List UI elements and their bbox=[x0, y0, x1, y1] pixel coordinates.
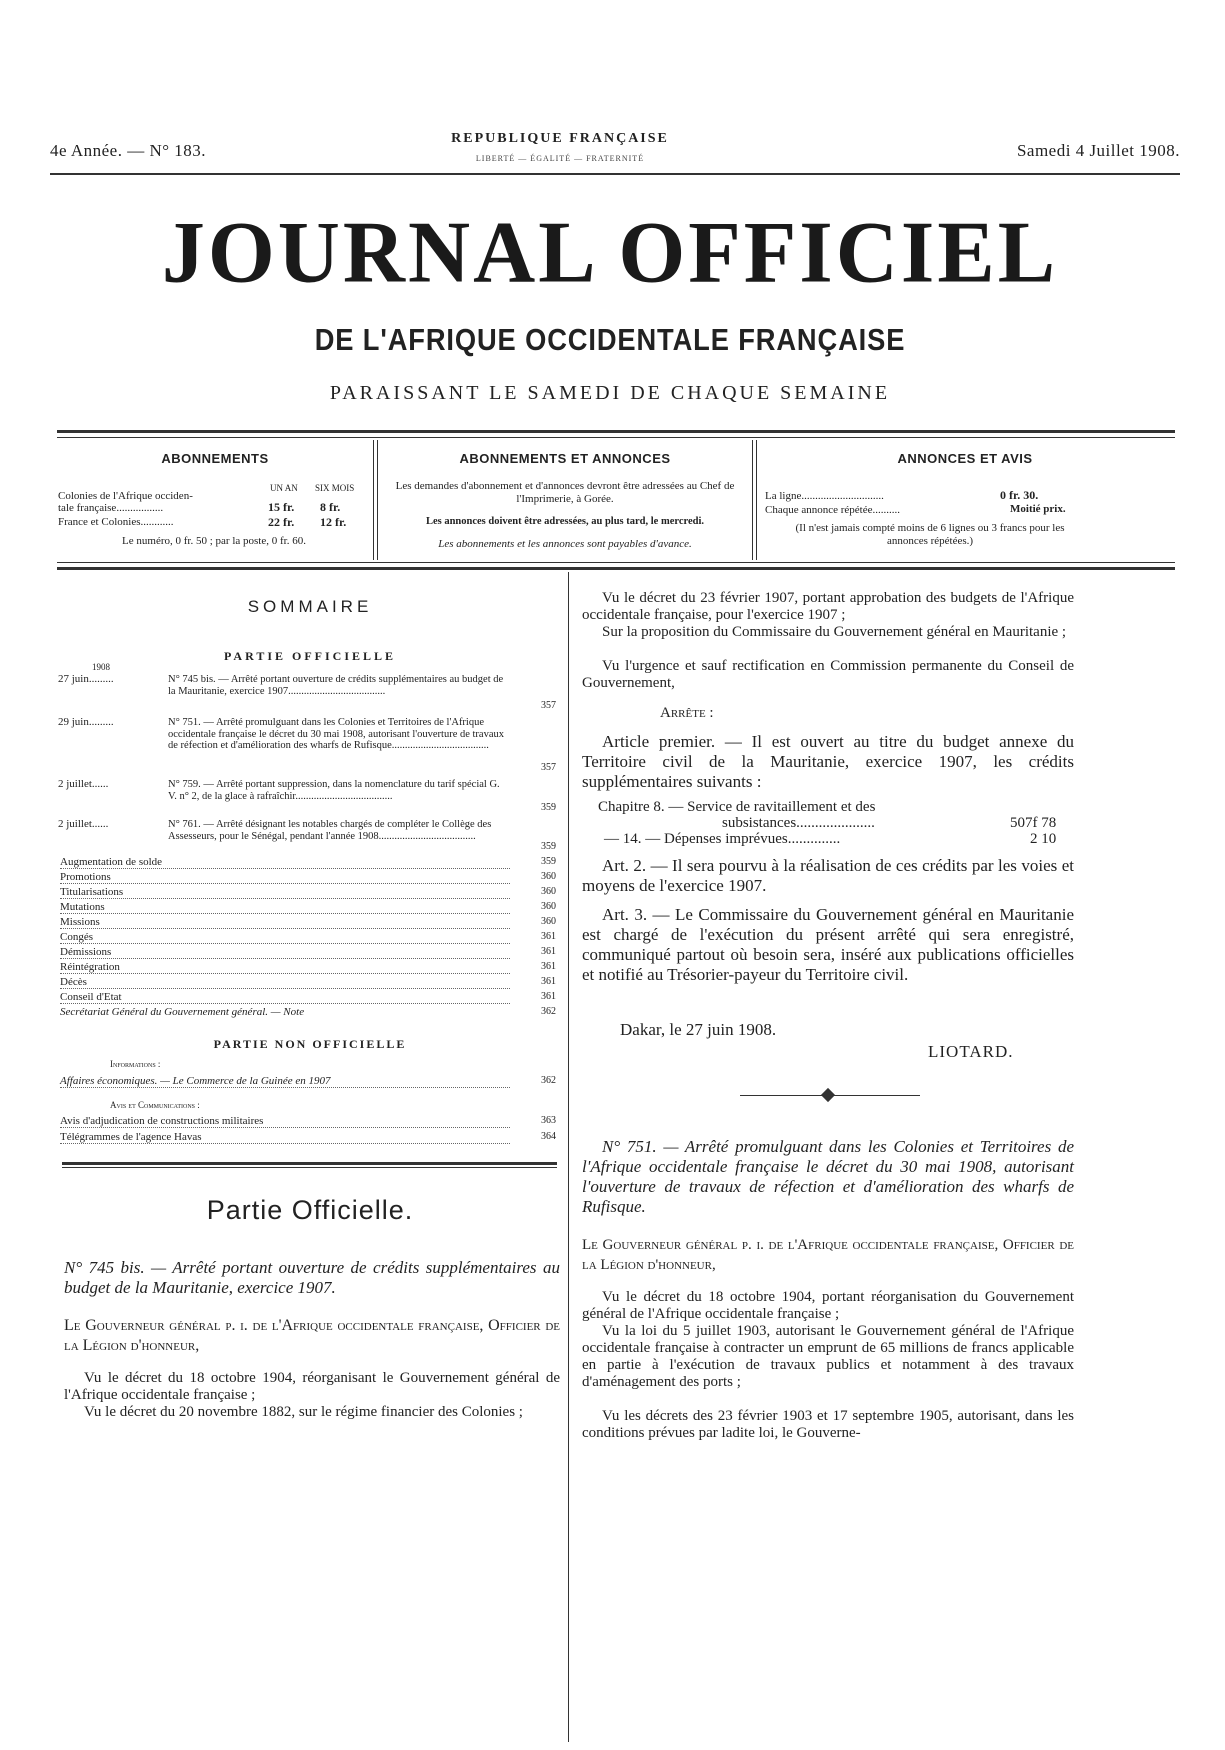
toc-entry-text: N° 761. — Arrêté désignant les notables chargés de compléter le Collège des Assesseurs, pour le Sénégal, pendant l'année 1908..................................... bbox=[168, 819, 492, 842]
toc-item-page: 360 bbox=[541, 916, 556, 927]
numero-price: Le numéro, 0 fr. 50 ; par la poste, 0 fr. 60. bbox=[122, 535, 306, 547]
article-3: Art. 3. — Le Commissaire du Gouvernement général en Mauritanie est chargé de l'exécution du présent arrêté qui sera enregistré, communiqué partout où besoin sera, inséré aux publications officielles et notifié au Trésorier-payeur du Territoire civil. bbox=[582, 905, 1074, 984]
toc-item: Réintégration bbox=[60, 961, 510, 974]
ligne-label: La ligne.............................. bbox=[765, 490, 884, 502]
toc-info-page: 362 bbox=[541, 1075, 556, 1086]
toc-entry-page: 359 bbox=[541, 802, 556, 813]
box2-line1: Les demandes d'abonnement et d'annonces devront être adressées au Chef de l'Imprimerie, à Gorée. bbox=[395, 480, 735, 505]
toc-entry-date: 2 juillet...... bbox=[58, 778, 109, 790]
toc-avis-item: Télégrammes de l'agence Havas bbox=[60, 1131, 510, 1144]
vu-decrets-1903-1905: Vu les décrets des 23 février 1903 et 17 septembre 1905, autorisant, dans les conditions prévues par ladite loi, le Gouverne- bbox=[582, 1408, 1074, 1441]
box2-line3: Les abonnements et les annonces sont payables d'avance. bbox=[438, 538, 692, 550]
column-divider bbox=[568, 572, 569, 1742]
repete-price: Moitié prix. bbox=[1010, 503, 1066, 515]
toc-entry-text: N° 745 bis. — Arrêté portant ouverture de crédits supplémentaires au budget de la Mauritanie, exercice 1907..................................... bbox=[168, 674, 504, 697]
article-2: Art. 2. — Il sera pourvu à la réalisation de ces crédits par les voies et moyens de l'exercice 1907. bbox=[582, 856, 1074, 895]
journal-tagline: PARAISSANT LE SAMEDI DE CHAQUE SEMAINE bbox=[329, 382, 891, 404]
toc-info-item: Affaires économiques. — Le Commerce de la Guinée en 1907 bbox=[60, 1075, 510, 1088]
governor-intro-2: Le Gouverneur général p. i. de l'Afrique occidentale française, Officier de la Légion d'honneur, bbox=[582, 1237, 1074, 1273]
row2-six: 12 fr. bbox=[320, 515, 347, 529]
place-date: Dakar, le 27 juin 1908. bbox=[620, 1020, 777, 1039]
arrete-label: Arrête : bbox=[660, 705, 714, 721]
header-rule bbox=[50, 173, 1180, 175]
ligne-price: 0 fr. 30. bbox=[1000, 488, 1039, 502]
journal-title: JOURNAL OFFICIEL bbox=[161, 203, 1059, 301]
row2-label: France et Colonies............ bbox=[58, 516, 174, 528]
sommaire-rule-thin bbox=[62, 1167, 557, 1168]
row1-six: 8 fr. bbox=[320, 500, 341, 514]
toc-entry-page: 357 bbox=[541, 762, 556, 773]
governor-intro: Le Gouverneur général p. i. de l'Afrique occidentale française, Officier de la Légion d'honneur, bbox=[64, 1317, 560, 1354]
boxes-bottom-rule-thin bbox=[57, 562, 1175, 563]
partie-officielle-heading: Partie Officielle. bbox=[206, 1195, 414, 1225]
article-premier: Article premier. — Il est ouvert au titre du budget annexe du Territoire civil de la Mauritanie, exercice 1907, les crédits supplémentaires suivants : bbox=[582, 732, 1074, 791]
chapitre-8-amount: 507f 78 bbox=[1010, 815, 1057, 831]
repete-label: Chaque annonce répétée.......... bbox=[765, 504, 900, 516]
col-six-mois: SIX MOIS bbox=[315, 483, 355, 493]
box-divider-1 bbox=[373, 440, 374, 560]
toc-item-page: 361 bbox=[541, 976, 556, 987]
toc-item-page: 361 bbox=[541, 991, 556, 1002]
toc-year: 1908 bbox=[92, 662, 110, 672]
toc-entry-page: 359 bbox=[541, 841, 556, 852]
vu-decret-1882: Vu le décret du 20 novembre 1882, sur le régime financier des Colonies ; bbox=[84, 1404, 523, 1420]
signature: LIOTARD. bbox=[928, 1042, 1014, 1061]
box-divider-1b bbox=[377, 440, 378, 560]
toc-item-page: 361 bbox=[541, 961, 556, 972]
toc-entry-text: N° 751. — Arrêté promulguant dans les Colonies et Territoires de l'Afrique occidentale française le décret du 30 mai 1908, autorisant l'ouverture de travaux de réfection et d'amélioration des wharfs de Rufisque..................................... bbox=[168, 717, 504, 751]
vu-decret-1904-b: Vu le décret du 18 octobre 1904, portant réorganisation du Gouvernement général de l'Afrique occidentale française ; bbox=[582, 1289, 1074, 1322]
toc-item-page: 361 bbox=[541, 931, 556, 942]
toc-item: Démissions bbox=[60, 946, 510, 959]
toc-item-page: 360 bbox=[541, 886, 556, 897]
arrete-745-title: N° 745 bis. — Arrêté portant ouverture de crédits supplémentaires au budget de la Mauritanie, exercice 1907. bbox=[64, 1258, 560, 1297]
boxes-top-rule-thin bbox=[57, 437, 1175, 438]
box-divider-2b bbox=[756, 440, 757, 560]
vu-urgence: Vu l'urgence et sauf rectification en Commission permanente du Conseil de Gouvernement, bbox=[582, 658, 1074, 691]
row1-an: 15 fr. bbox=[268, 500, 295, 514]
annonces-note: (Il n'est jamais compté moins de 6 lignes ou 3 francs pour les annonces répétées.) bbox=[795, 522, 1065, 547]
issue-date: Samedi 4 Juillet 1908. bbox=[1016, 141, 1180, 160]
toc-item: Congés bbox=[60, 931, 510, 944]
col-un-an: UN AN bbox=[270, 483, 298, 493]
boxes-bottom-rule bbox=[57, 567, 1175, 570]
toc-avis-item: Avis d'adjudication de constructions militaires bbox=[60, 1115, 510, 1128]
toc-entry-date: 27 juin......... bbox=[58, 673, 114, 685]
toc-item: Promotions bbox=[60, 871, 510, 884]
toc-avis-page: 364 bbox=[541, 1131, 556, 1142]
separator-diamond bbox=[821, 1088, 835, 1102]
box-divider-2 bbox=[752, 440, 753, 560]
toc-entry-date: 2 juillet...... bbox=[58, 818, 109, 830]
chapitre-8-b: subsistances..................... bbox=[722, 815, 875, 831]
toc-item: Titularisations bbox=[60, 886, 510, 899]
partie-officielle-label: PARTIE OFFICIELLE bbox=[223, 649, 397, 663]
republic-motto: LIBERTÉ — ÉGALITÉ — FRATERNITÉ bbox=[475, 154, 645, 163]
toc-item: Conseil d'Etat bbox=[60, 991, 510, 1004]
box-annonces-avis-title: ANNONCES ET AVIS bbox=[897, 451, 1033, 466]
row2-an: 22 fr. bbox=[268, 515, 295, 529]
informations-label: Informations : bbox=[110, 1059, 161, 1069]
toc-item: Décès bbox=[60, 976, 510, 989]
avis-communications-label: Avis et Communications : bbox=[110, 1100, 200, 1110]
toc-avis-page: 363 bbox=[541, 1115, 556, 1126]
chapitre-14: — 14. — Dépenses imprévues.............. bbox=[604, 831, 841, 847]
chapitre-8-a: Chapitre 8. — Service de ravitaillement et des bbox=[598, 799, 876, 815]
box2-line2: Les annonces doivent être adressées, au plus tard, le mercredi. bbox=[425, 516, 705, 527]
toc-entry-date: 29 juin......... bbox=[58, 716, 114, 728]
box-abonnements-annonces-title: ABONNEMENTS ET ANNONCES bbox=[459, 451, 671, 466]
toc-item: Mutations bbox=[60, 901, 510, 914]
vu-decret-1907: Vu le décret du 23 février 1907, portant approbation des budgets de l'Afrique occidentale française, pour l'exercice 1907 ; bbox=[582, 590, 1074, 623]
toc-item: Augmentation de solde bbox=[60, 856, 510, 869]
boxes-top-rule bbox=[57, 430, 1175, 433]
row1-label: Colonies de l'Afrique occiden- bbox=[58, 490, 193, 502]
issue-number: 4e Année. — N° 183. bbox=[50, 141, 207, 160]
vu-decret-1904: Vu le décret du 18 octobre 1904, réorganisant le Gouvernement général de l'Afrique occidentale française ; bbox=[64, 1370, 560, 1403]
toc-item-page: 362 bbox=[541, 1006, 556, 1017]
republic-label: REPUBLIQUE FRANÇAISE bbox=[451, 131, 669, 146]
partie-non-officielle-label: PARTIE NON OFFICIELLE bbox=[213, 1037, 407, 1051]
toc-entry-text: N° 759. — Arrêté portant suppression, dans la nomenclature du tarif spécial G. V. n° 2, de la glace à rafraîchir..................................... bbox=[168, 779, 500, 802]
box-abonnements-title: ABONNEMENTS bbox=[161, 451, 269, 466]
toc-item-page: 359 bbox=[541, 856, 556, 867]
sommaire-rule bbox=[62, 1162, 557, 1165]
row1-label-2: tale française................. bbox=[58, 502, 164, 514]
chapitre-14-amount: 2 10 bbox=[1030, 831, 1057, 847]
toc-item: Missions bbox=[60, 916, 510, 929]
vu-loi-1903: Vu la loi du 5 juillet 1903, autorisant le Gouvernement général de l'Afrique occidentale française à contracter un emprunt de 65 millions de francs applicable en partie à l'exécution de travaux publics et notamment à des travaux d'aménagement des ports ; bbox=[582, 1323, 1074, 1390]
toc-item-page: 360 bbox=[541, 871, 556, 882]
toc-entry-page: 357 bbox=[541, 700, 556, 711]
sur-proposition: Sur la proposition du Commissaire du Gouvernement général en Mauritanie ; bbox=[602, 624, 1067, 640]
toc-item: Secrétariat Général du Gouvernement général. — Note bbox=[60, 1006, 305, 1018]
sommaire-title: SOMMAIRE bbox=[247, 597, 373, 616]
journal-subtitle: DE L'AFRIQUE OCCIDENTALE FRANÇAISE bbox=[314, 322, 906, 357]
toc-item-page: 360 bbox=[541, 901, 556, 912]
toc-item-page: 361 bbox=[541, 946, 556, 957]
arrete-751-title: N° 751. — Arrêté promulguant dans les Colonies et Territoires de l'Afrique occidentale française le décret du 30 mai 1908, autorisant l'ouverture de travaux de réfection et d'amélioration des wharfs de Rufisque. bbox=[582, 1137, 1074, 1216]
